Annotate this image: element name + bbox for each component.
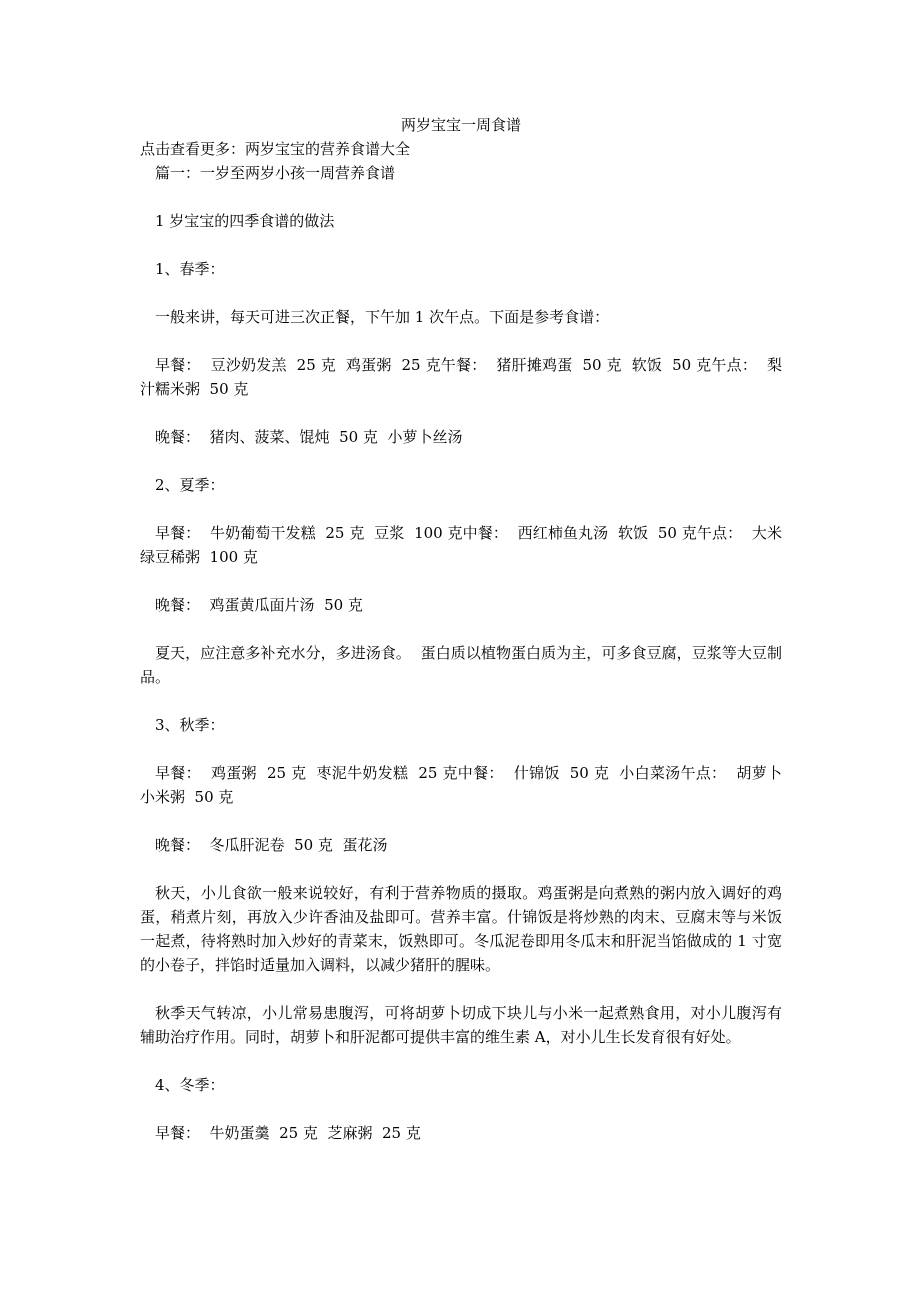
more-link[interactable]: 点击查看更多：两岁宝宝的营养食谱大全: [140, 140, 411, 158]
winter-breakfast: 早餐： 牛奶蛋羹 25 克 芝麻粥 25 克: [155, 1124, 421, 1142]
winter-heading: 4、冬季：: [155, 1076, 225, 1094]
autumn-dinner: 晚餐： 冬瓜肝泥卷 50 克 蛋花汤: [155, 836, 388, 854]
autumn-note-2: 秋季天气转凉，小儿常易患腹泻，可将胡萝卜切成下块儿与小米一起煮熟食用，对小儿腹泻有辅助治疗作用。同时，胡萝卜和肝泥都可提供丰富的维生素 A，对小儿生长发育很有好处。: [140, 1004, 782, 1046]
spring-intro: 一般来讲，每天可进三次正餐，下午加 1 次午点。下面是参考食谱：: [155, 308, 610, 326]
spring-dinner: 晚餐： 猪肉、菠菜、馄炖 50 克 小萝卜丝汤: [155, 428, 463, 446]
summer-note: 夏天，应注意多补充水分，多进汤食。 蛋白质以植物蛋白质为主，可多食豆腐，豆浆等大豆制品。: [140, 644, 782, 686]
section-heading: 篇一：一岁至两岁小孩一周营养食谱: [155, 164, 396, 182]
spacer: [140, 233, 782, 257]
spring-heading: 1、春季：: [155, 260, 225, 278]
spacer: [140, 737, 782, 761]
spacer: [140, 401, 782, 425]
spacer: [140, 329, 782, 353]
spacer: [140, 617, 782, 641]
spring-breakfast: 早餐： 豆沙奶发羔 25 克 鸡蛋粥 25 克午餐： 猪肝摊鸡蛋 50 克 软饭 50 克午点： 梨汁糯米粥 50 克: [140, 356, 782, 398]
summer-heading: 2、夏季：: [155, 476, 225, 494]
autumn-heading: 3、秋季：: [155, 716, 225, 734]
spacer: [140, 809, 782, 833]
document-page: [140, 113, 782, 1145]
spacer: [140, 1097, 782, 1121]
summer-breakfast: 早餐： 牛奶葡萄干发糕 25 克 豆浆 100 克中餐： 西红柿鱼丸汤 软饭 50 克午点： 大米绿豆稀粥 100 克: [140, 524, 782, 566]
subtitle: 1 岁宝宝的四季食谱的做法: [155, 212, 335, 230]
autumn-note-1: 秋天，小儿食欲一般来说较好，有利于营养物质的摄取。鸡蛋粥是向煮熟的粥内放入调好的鸡蛋，稍煮片刻，再放入少许香油及盐即可。营养丰富。什锦饭是将炒熟的肉末、豆腐末等与米饭一起煮，待将熟时加入炒好的青菜末，饭熟即可。冬瓜泥卷即用冬瓜末和肝泥当馅做成的 1 寸宽的小卷子，拌馅时适量加入调料，以减少猪肝的腥味。: [140, 884, 782, 974]
spacer: [140, 449, 782, 473]
spacer: [140, 857, 782, 881]
spacer: [140, 1049, 782, 1073]
spacer: [140, 185, 782, 209]
spacer: [140, 497, 782, 521]
spacer: [140, 977, 782, 1001]
summer-dinner: 晚餐： 鸡蛋黄瓜面片汤 50 克: [155, 596, 363, 614]
spacer: [140, 569, 782, 593]
document-title: 两岁宝宝一周食谱: [400, 116, 521, 134]
autumn-breakfast: 早餐： 鸡蛋粥 25 克 枣泥牛奶发糕 25 克中餐： 什锦饭 50 克 小白菜汤午点： 胡萝卜小米粥 50 克: [140, 764, 782, 806]
spacer: [140, 689, 782, 713]
spacer: [140, 281, 782, 305]
